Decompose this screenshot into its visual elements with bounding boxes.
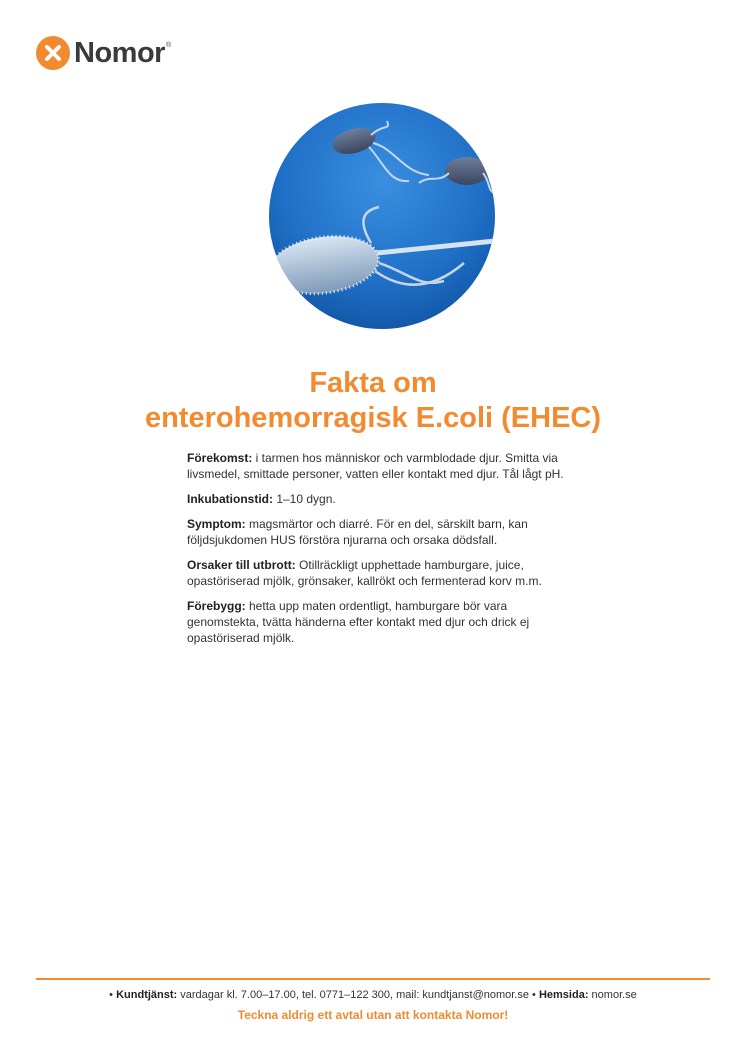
fact-occurrence	[187, 450, 567, 482]
registered-mark: ®	[165, 42, 172, 49]
service-text: vardagar kl. 7.00–17.00, tel. 0771–122 300, mail: kundtjanst@nomor.se	[177, 989, 533, 1001]
fact-text: magsmärtor och diarré. För en del, särskilt barn, kan följdsjukdomen HUS förstöra njurarna och orsaka dödsfall.	[187, 517, 528, 547]
fact-label: Symptom:	[187, 517, 246, 531]
fact-text: i tarmen hos människor och varmblodade djur. Smitta via livsmedel, smittade personer, vatten eller kontakt med djur. Tål lågt pH.	[187, 451, 564, 481]
title-line-1: Fakta om	[309, 367, 437, 399]
fact-causes	[187, 557, 567, 589]
fact-symptoms	[187, 516, 567, 548]
fact-label: Inkubationstid:	[187, 492, 273, 506]
fact-text: hetta upp maten ordentligt, hamburgare bör vara genomstekta, tvätta händerna efter kontakt med djur och drick ej opastöriserad mjölk.	[187, 599, 530, 645]
fact-label: Förebygg:	[187, 599, 246, 613]
fact-label: Orsaker till utbrott:	[187, 558, 296, 572]
fact-label: Förekomst:	[187, 451, 253, 465]
fact-text: 1–10 dygn.	[273, 492, 336, 506]
footer-divider	[36, 978, 710, 980]
nomor-logo	[36, 36, 171, 70]
facts-list	[187, 450, 567, 655]
footer-contact	[0, 989, 746, 1001]
web-link[interactable]: nomor.se	[588, 989, 637, 1001]
bullet: •	[109, 989, 114, 1001]
brand-name: Nomor	[74, 36, 165, 69]
bullet: •	[532, 989, 536, 1001]
x-logo-icon	[36, 36, 70, 70]
bacteria-image	[269, 103, 495, 329]
title-line-2: enterohemorragisk E.coli (EHEC)	[144, 402, 602, 434]
fact-prevention	[187, 598, 567, 646]
web-label: Hemsida:	[538, 989, 589, 1001]
fact-text: Otillräckligt upphettade hamburgare, juice, opastöriserad mjölk, grönsaker, kallrökt och fermenterad korv m.m.	[187, 558, 542, 588]
fact-incubation	[187, 491, 567, 507]
footer-slogan: Teckna aldrig ett avtal utan att kontakta Nomor!	[237, 1008, 509, 1022]
service-label: Kundtjänst:	[116, 989, 178, 1001]
page-title	[0, 366, 746, 436]
